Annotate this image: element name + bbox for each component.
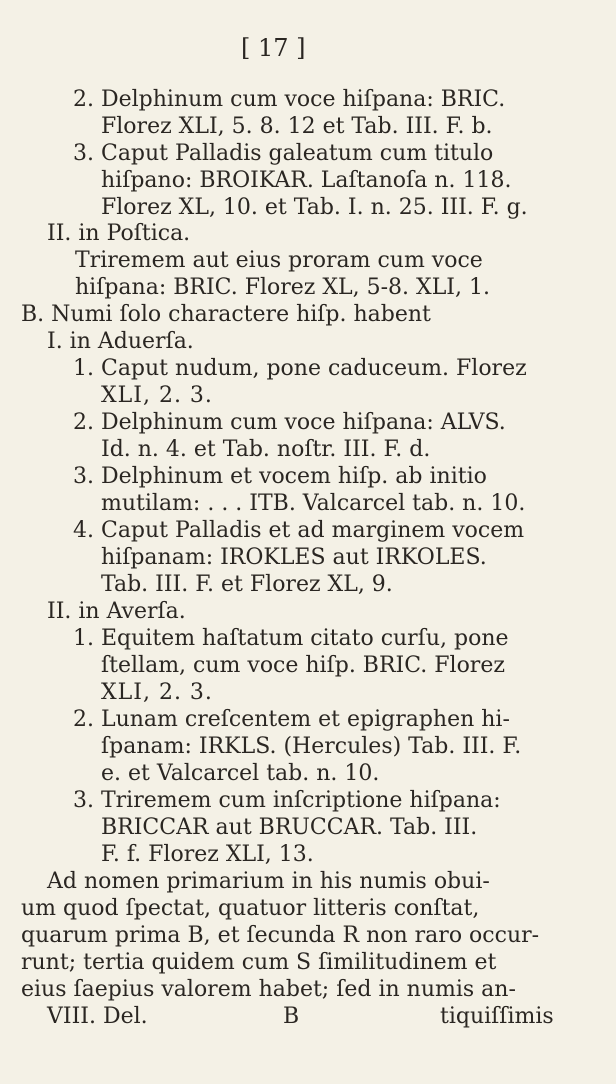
text-line: hiſpanam: IROKLES aut IRKOLES.: [101, 545, 487, 570]
paragraph-line: eius ſaepius valorem habet; ſed in numis an-: [21, 977, 516, 1002]
text-line: 3. Caput Palladis galeatum cum titulo: [73, 141, 494, 166]
text-line: mutilam: . . . ITB. Valcarcel tab. n. 10.: [101, 491, 526, 516]
text-line: 3. Delphinum et vocem hiſp. ab initio: [73, 464, 487, 489]
section-heading: B. Numi ſolo charactere hiſp. habent: [21, 302, 431, 327]
text-line: Florez XLI, 5. 8. 12 et Tab. III. F. b.: [101, 114, 493, 139]
text-line: 2. Delphinum cum voce hiſpana: BRIC.: [73, 87, 506, 112]
text-line: 2. Delphinum cum voce hiſpana: ALVS.: [73, 410, 506, 435]
section-heading: I. in Aduerſa.: [47, 329, 194, 354]
page-number: [ 17 ]: [241, 34, 306, 62]
paragraph-line: um quod ſpectat, quatuor litteris conſtat,: [21, 896, 480, 921]
section-heading: II. in Averſa.: [47, 599, 186, 624]
text-line: ſtellam, cum voce hiſp. BRIC. Florez: [101, 653, 505, 678]
paragraph-line: runt; tertia quidem cum S ſimilitudinem et: [21, 950, 497, 975]
text-line: 4. Caput Palladis et ad marginem vocem: [73, 518, 525, 543]
text-line: Triremem aut eius proram cum voce: [75, 248, 483, 273]
text-line: Id. n. 4. et Tab. noſtr. III. F. d.: [101, 437, 431, 462]
paragraph-line: quarum prima B, et ſecunda R non raro occur-: [21, 923, 540, 948]
text-line: XLI, 2. 3.: [101, 383, 213, 408]
text-line: 1. Equitem haſtatum citato curſu, pone: [73, 626, 509, 651]
catchword: tiquiſſimis: [440, 1004, 554, 1029]
signature-mark: VIII. Del.: [47, 1004, 148, 1029]
text-line: e. et Valcarcel tab. n. 10.: [101, 761, 380, 786]
text-line: Florez XL, 10. et Tab. I. n. 25. III. F. g.: [101, 195, 528, 220]
text-line: 3. Triremem cum inſcriptione hiſpana:: [73, 788, 501, 813]
text-line: BRICCAR aut BRUCCAR. Tab. III.: [101, 815, 478, 840]
text-line: XLI, 2. 3.: [101, 680, 213, 705]
text-line: 1. Caput nudum, pone caduceum. Florez: [73, 356, 527, 381]
text-line: 2. Lunam creſcentem et epigraphen hi-: [73, 707, 510, 732]
text-line: ſpanam: IRKLS. (Hercules) Tab. III. F.: [101, 734, 522, 759]
text-line: F. f. Florez XLI, 13.: [101, 842, 314, 867]
section-heading: II. in Poſtica.: [47, 221, 191, 246]
text-line: hiſpano: BROIKAR. Laſtanoſa n. 118.: [101, 168, 512, 193]
text-line: Tab. III. F. et Florez XL, 9.: [101, 572, 393, 597]
text-line: hiſpana: BRIC. Florez XL, 5-8. XLI, 1.: [75, 275, 490, 300]
paragraph-line: Ad nomen primarium in his numis obui-: [47, 869, 490, 894]
gathering-letter: B: [283, 1004, 300, 1029]
